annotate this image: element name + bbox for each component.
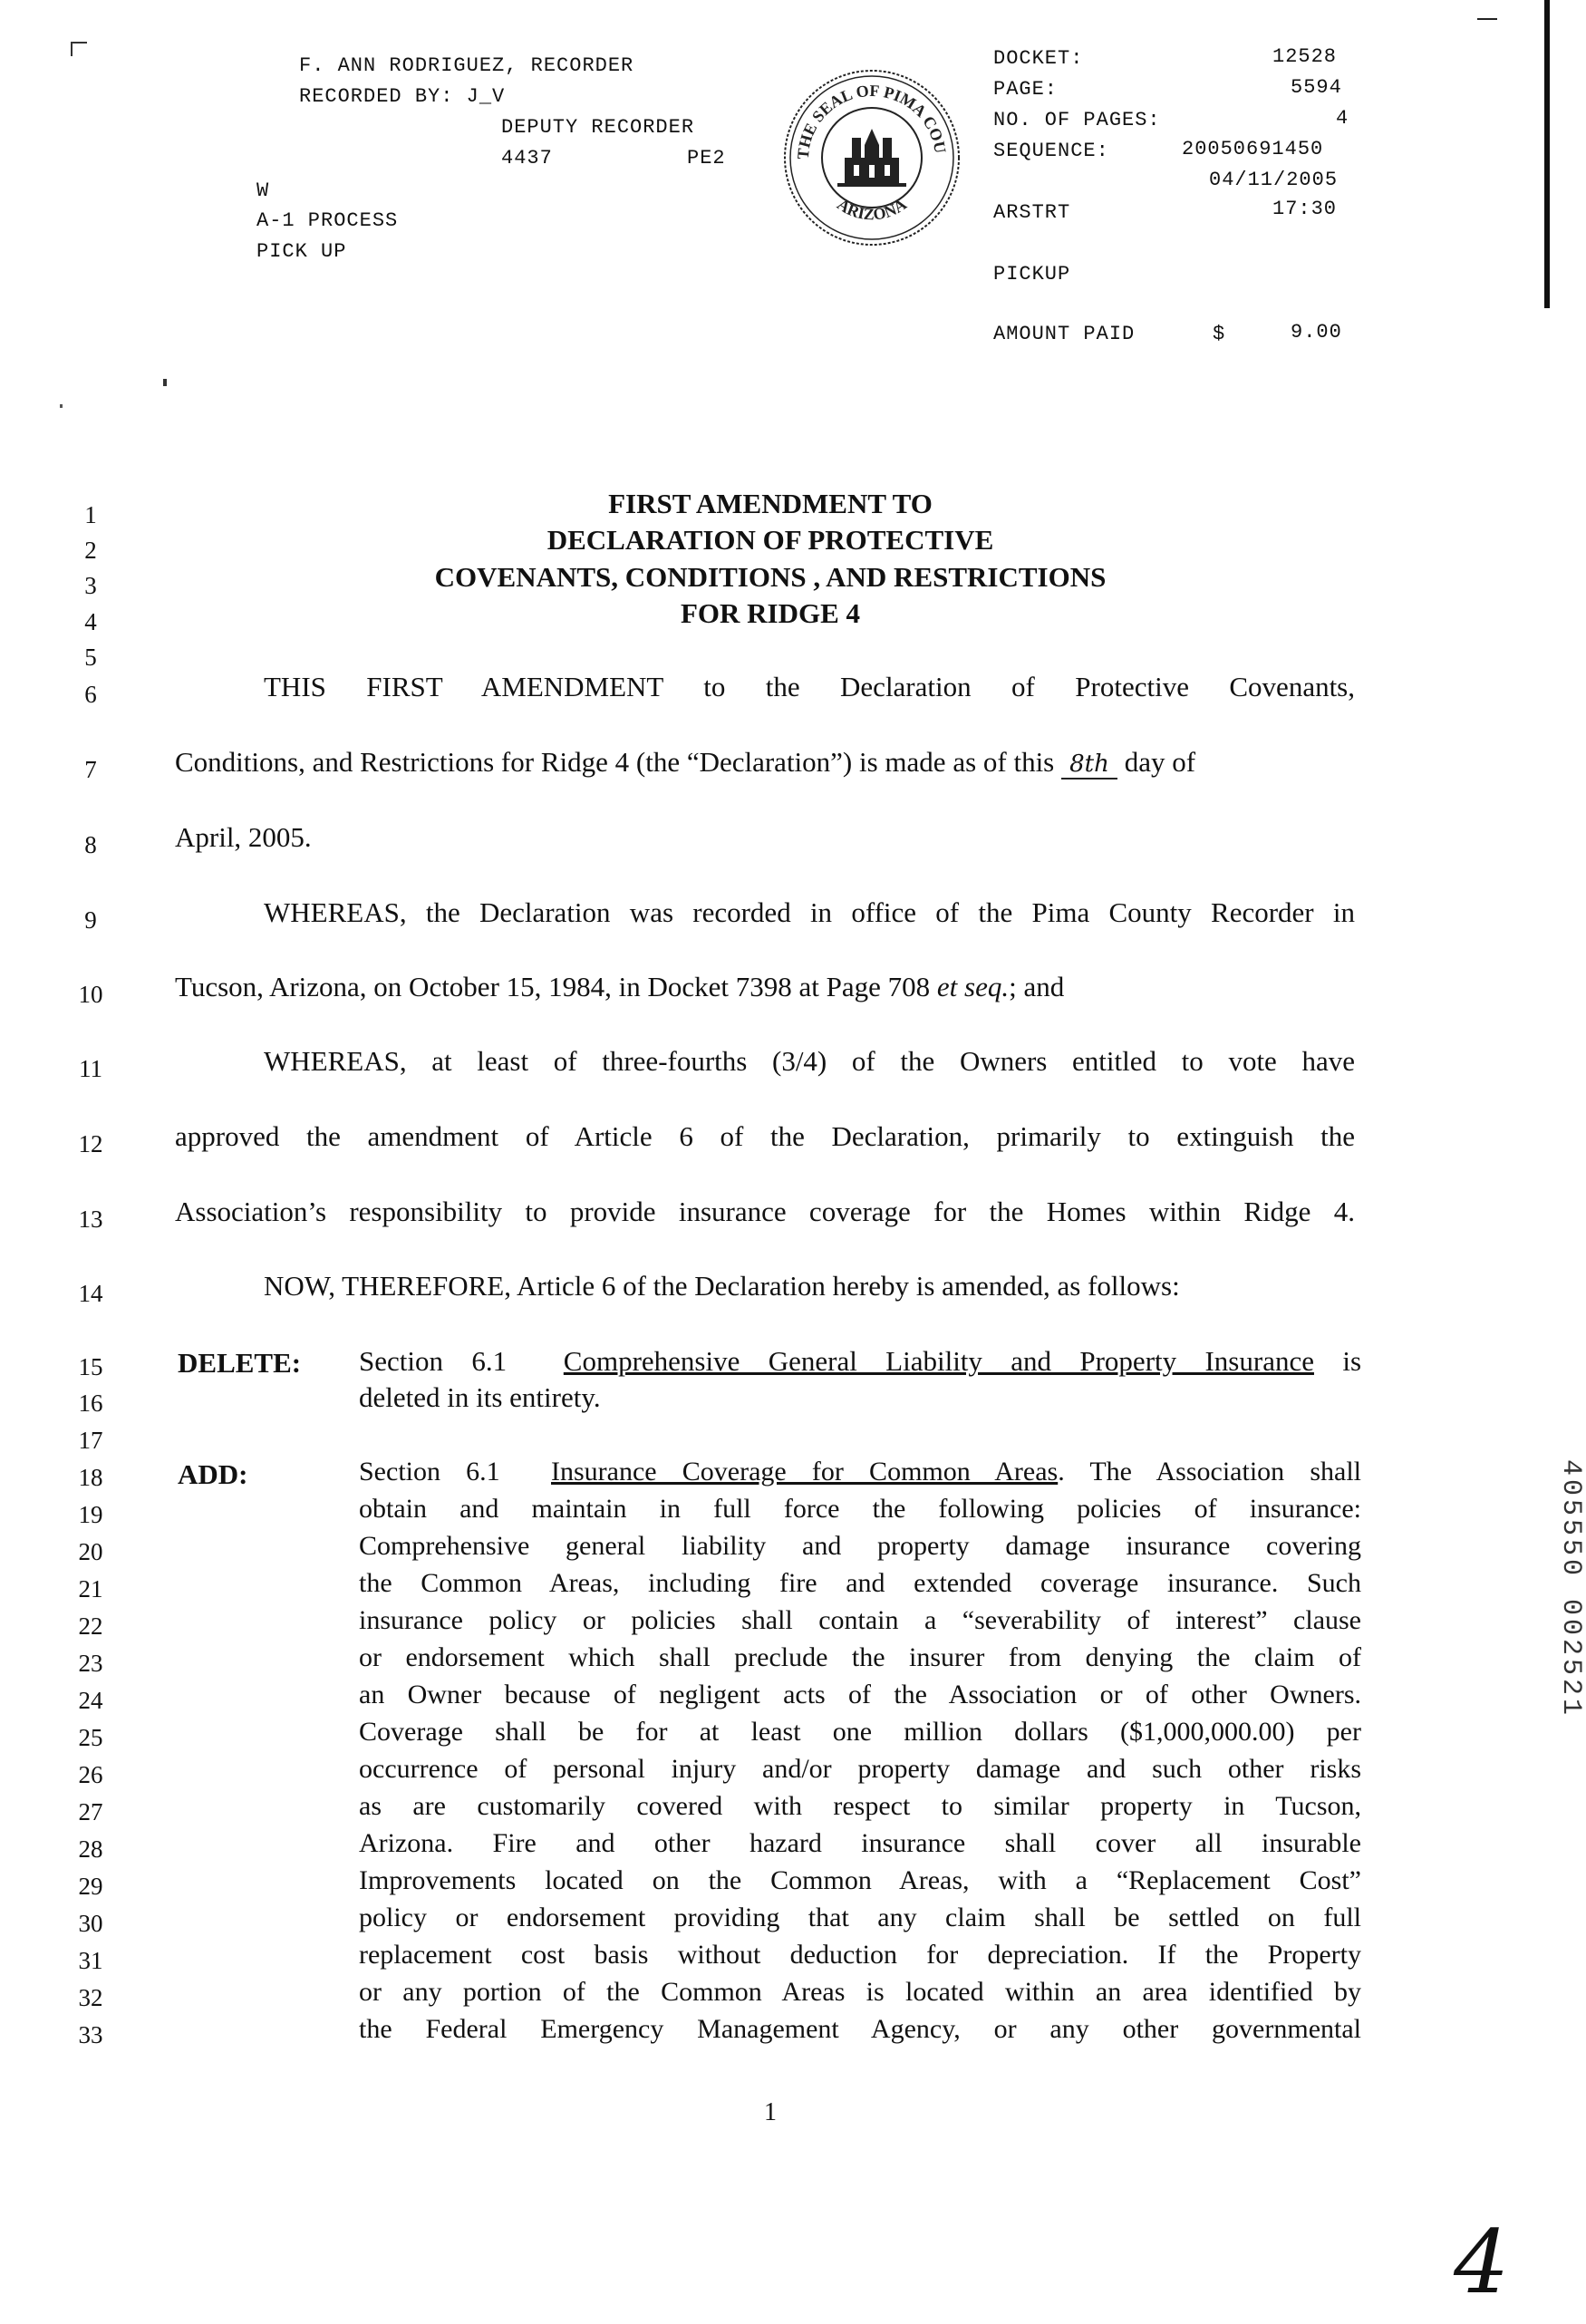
sequence-value: 20050691450	[1182, 138, 1324, 160]
add-body-line: obtain and maintain in full force the following policies of insurance:	[359, 1494, 1361, 1524]
handwritten-day: 8th	[1061, 750, 1117, 780]
whereas2-line-11: WHEREAS, at least of three-fourths (3/4) of the Owners entitled to vote have	[264, 1045, 1355, 1077]
add-body-line: the Common Areas, including fire and extended coverage insurance. Such	[359, 1568, 1361, 1598]
line-number: 15	[78, 1353, 103, 1380]
process-type: A-1 PROCESS	[256, 209, 399, 232]
record-date: 04/11/2005	[1209, 169, 1339, 191]
docket-label: DOCKET:	[993, 47, 1084, 70]
pages-value: 4	[1336, 107, 1349, 130]
whereas1-line-9: WHEREAS, the Declaration was recorded in office of the Pima County Recorder in	[264, 896, 1355, 928]
sequence-label: SEQUENCE:	[993, 140, 1109, 162]
line-number: 6	[84, 681, 97, 708]
svg-text:ARIZONA	[834, 195, 910, 223]
pickup-text: PICK UP	[256, 240, 347, 263]
line-number: 24	[78, 1687, 103, 1714]
line-number: 11	[79, 1055, 102, 1082]
line-number: 32	[78, 1984, 103, 2011]
amount-label: AMOUNT PAID	[993, 323, 1136, 345]
title-line-3: COVENANTS, CONDITIONS , AND RESTRICTIONS	[434, 561, 1107, 593]
pickup-label: PICKUP	[993, 263, 1071, 286]
add-body-line: insurance policy or policies shall contain a “severability of interest” clause	[359, 1605, 1361, 1635]
county-seal	[781, 58, 962, 257]
add-body-line: replacement cost basis without deduction for depreciation. If the Property	[359, 1940, 1361, 1970]
line-number: 26	[78, 1761, 103, 1788]
line-number: 27	[78, 1798, 103, 1825]
page-label: PAGE:	[993, 78, 1059, 101]
line-number: 1	[84, 501, 97, 528]
recorded-by: RECORDED BY: J_V	[299, 85, 506, 108]
whereas1-line-10: Tucson, Arizona, on October 15, 1984, in Docket 7398 at Page 708 et seq.; and	[175, 971, 1065, 1002]
line-number: 30	[78, 1910, 103, 1937]
recorder-code-1: 4437	[501, 147, 553, 169]
line-number: 29	[78, 1873, 103, 1900]
add-line-18: Section 6.1 Insurance Coverage for Common Areas. The Association shall	[359, 1457, 1361, 1486]
intro-line-7: Conditions, and Restrictions for Ridge 4 (the “Declaration”) is made as of this 8th day of	[175, 746, 1196, 778]
arstrt-label: ARSTRT	[993, 201, 1071, 224]
add-body-line: or any portion of the Common Areas is located within an area identified by	[359, 1977, 1361, 2007]
recorder-code-2: PE2	[687, 147, 726, 169]
line-number: 23	[78, 1650, 103, 1677]
add-body-line: occurrence of personal injury and/or property damage and such other risks	[359, 1754, 1361, 1784]
recorder-w: W	[256, 179, 270, 202]
title-line-1: FIRST AMENDMENT TO	[608, 488, 933, 519]
line-number: 7	[84, 756, 97, 783]
handwritten-page-mark: 4	[1454, 2212, 1510, 2313]
docket-value: 12528	[1272, 45, 1338, 68]
amount-currency: $	[1213, 323, 1226, 345]
line-number: 18	[78, 1464, 103, 1491]
seal-top-text: THE SEAL OF PIMA COU	[793, 81, 950, 160]
line-number: 20	[78, 1538, 103, 1565]
top-right-tick	[1477, 18, 1497, 20]
recorder-name: F. ANN RODRIGUEZ, RECORDER	[299, 54, 634, 77]
line-number: 3	[84, 572, 97, 599]
add-body-line: as are customarily covered with respect to similar property in Tucson,	[359, 1791, 1361, 1821]
corner-bracket	[71, 42, 87, 56]
add-body-line: Improvements located on the Common Areas, with a “Replacement Cost”	[359, 1865, 1361, 1895]
line-number: 13	[78, 1206, 103, 1233]
add-label: ADD:	[178, 1458, 248, 1490]
right-edge-bar	[1544, 0, 1550, 308]
whereas2-line-13: Association’s responsibility to provide insurance coverage for the Homes within Ridge 4.	[175, 1196, 1355, 1227]
intro-line-8: April, 2005.	[175, 821, 312, 853]
delete-section-title: Comprehensive General Liability and Property Insurance	[563, 1345, 1314, 1377]
line-number: 33	[78, 2021, 103, 2048]
amount-value: 9.00	[1291, 321, 1342, 344]
add-body-line: the Federal Emergency Management Agency, or any other governmental	[359, 2014, 1361, 2044]
stray-mark	[60, 404, 63, 408]
line-number: 14	[78, 1280, 103, 1307]
stray-mark	[163, 379, 167, 386]
line-number: 25	[78, 1724, 103, 1751]
title-line-2: DECLARATION OF PROTECTIVE	[546, 524, 994, 556]
delete-line-15: Section 6.1 Comprehensive General Liability and Property Insurance is	[359, 1345, 1362, 1377]
deputy-recorder: DEPUTY RECORDER	[501, 116, 695, 139]
line-number: 31	[78, 1947, 103, 1974]
add-body-line: Comprehensive general liability and property damage insurance covering	[359, 1531, 1361, 1561]
line-number: 12	[78, 1130, 103, 1157]
line-number: 9	[84, 906, 97, 934]
line-number: 5	[84, 644, 97, 671]
add-body-line: or endorsement which shall preclude the insurer from denying the claim of	[359, 1642, 1361, 1672]
title-line-4: FOR RIDGE 4	[680, 597, 861, 629]
now-therefore: NOW, THEREFORE, Article 6 of the Declaration hereby is amended, as follows:	[264, 1270, 1180, 1302]
add-section-title: Insurance Coverage for Common Areas	[551, 1457, 1059, 1486]
whereas2-line-12: approved the amendment of Article 6 of the Declaration, primarily to extinguish the	[175, 1120, 1355, 1152]
line-number: 21	[78, 1575, 103, 1603]
add-body-line: Arizona. Fire and other hazard insurance shall cover all insurable	[359, 1828, 1361, 1858]
delete-label: DELETE:	[178, 1347, 302, 1379]
line-number: 17	[78, 1427, 103, 1454]
page-number: 1	[764, 2098, 777, 2126]
add-body-line: Coverage shall be for at least one million dollars ($1,000,000.00) per	[359, 1717, 1361, 1747]
margin-docket-stamp: 405550 002521	[1555, 1459, 1586, 1719]
line-number: 8	[84, 831, 97, 858]
line-number: 22	[78, 1612, 103, 1640]
line-number: 2	[84, 537, 97, 564]
line-number: 16	[78, 1390, 103, 1417]
seal-bottom-text: ARIZONA	[834, 195, 910, 224]
add-body-line: an Owner because of negligent acts of the Association or of other Owners.	[359, 1680, 1361, 1709]
line-number: 28	[78, 1835, 103, 1863]
record-time: 17:30	[1272, 198, 1338, 220]
add-body-line: policy or endorsement providing that any claim shall be settled on full	[359, 1903, 1361, 1932]
line-number: 19	[78, 1501, 103, 1528]
page-value: 5594	[1291, 76, 1342, 99]
delete-line-16: deleted in its entirety.	[359, 1381, 601, 1413]
intro-line-6: THIS FIRST AMENDMENT to the Declaration of Protective Covenants,	[264, 671, 1355, 702]
line-number: 10	[78, 981, 103, 1008]
line-number: 4	[84, 608, 97, 635]
pages-label: NO. OF PAGES:	[993, 109, 1161, 131]
